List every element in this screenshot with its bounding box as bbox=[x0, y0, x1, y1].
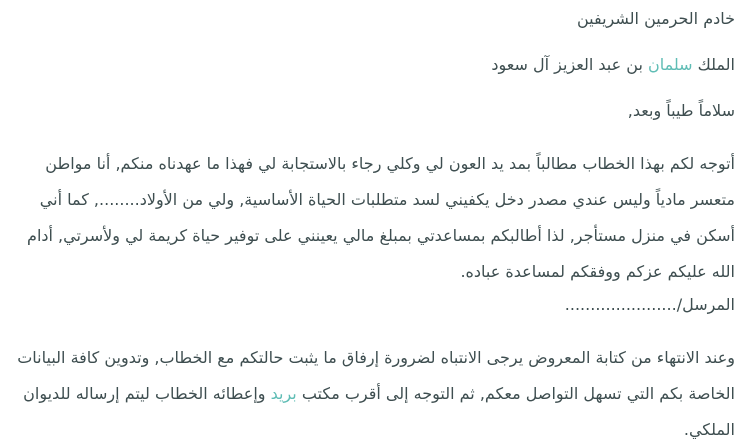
closing-text-after: وإعطائه الخطاب ليتم إرساله للديوان الملكي. bbox=[23, 384, 735, 439]
post-office-link[interactable]: بريد bbox=[270, 384, 297, 403]
salman-link[interactable]: سلمان bbox=[647, 55, 693, 74]
closing-text-before: وعند الانتهاء من كتابة المعروض يرجى الانتباه لضرورة إرفاق ما يثبت حالتكم مع الخطاب, وتدوين كافة البيانات الخاصة بكم التي تسهل التواصل معكم, ثم التوجه إلى أقرب مكتب bbox=[17, 348, 735, 403]
heading-king-title: خادم الحرمين الشريفين bbox=[577, 9, 735, 28]
heading-king-name bbox=[15, 54, 735, 75]
letter-body-paragraph: أتوجه لكم بهذا الخطاب مطالباً بمد يد العون لي وكلي رجاء بالاستجابة لي فهذا ما عهدناه منكم, أنا مواطن متعسر مادياً وليس عندي مصدر دخل يكفيني لسد متطلبات الحياة الأساسية, ولي من الأولاد........, كما أني أسكن في منزل مستأجر, لذا أطالبكم بمساعدتي بمبلغ مالي يعينني على توفير حياة كريمة لي ولأسرتي, أدام الله عليكم عزكم ووفقكم لمساعدة عباده. bbox=[27, 154, 735, 281]
sender-line: المرسل/...................... bbox=[564, 295, 735, 314]
salutation-line: سلاماً طيباً وبعد, bbox=[627, 101, 735, 120]
king-name-prefix: الملك bbox=[692, 55, 735, 74]
king-name-suffix: بن عبد العزيز آل سعود bbox=[491, 55, 648, 74]
